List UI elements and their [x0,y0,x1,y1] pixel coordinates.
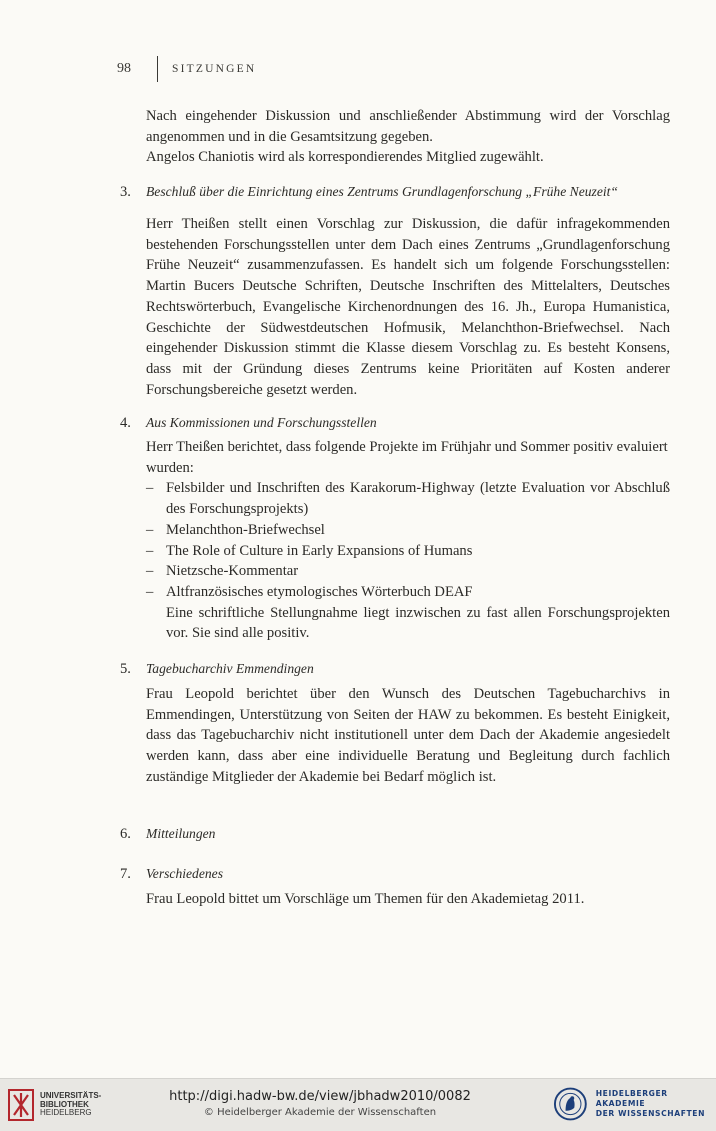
item-heading-5 [120,659,680,679]
list-item [146,582,670,644]
list-item [146,478,670,519]
item-paragraph: Frau Leopold berichtet über den Wunsch des Deutschen Tagebucharchivs in Emmendingen, Unterstützung von Seiten der HAW zu bekommen. Es besteht Einigkeit, dass das Tagebucharchiv nicht institutionell unter dem Dach der Akademie angesiedelt werden kann, dass aber eine individuelle Beratung und Begleitung durch fachlich zuständige Mitglieder der Akademie bei Bedarf möglich ist. [146,686,670,785]
copyright-text: © Heidelberger Akademie der Wissenschaften [203,1107,437,1118]
dash-marker: – [146,542,154,559]
project-list [146,478,670,644]
academy-name [596,1089,716,1119]
item-heading-6 [120,824,680,844]
item-paragraph: Herr Theißen stellt einen Vorschlag zur Diskussion, die dafür infragekommenden bestehenden Forschungsstellen unter dem Dach eines Zentrums „Grundlagenforschung Frühe Neuzeit“ zusammenzufassen. Es handelt sich um folgende Forschungsstellen: Martin Bucers Deutsche Schriften, Deutsche Inschriften des Mittelalters, Deutsches Rechtswörterbuch, Evangelische Kirchenordnungen des 16. Jh., Europa Humanistica, Geschichte der Südwestdeutschen Hofmusik, Melanchthon-Briefwechsel. Nach eingehender Diskussion stimmt die Klasse diesem Vorschlag zu. Es besteht Konsens, dass mit der Gründung dieses Zentrums keine Prioritäten auf Kosten anderer Forschungsbereiche gesetzt werden. [146,216,670,398]
item-number: 7. [120,866,131,882]
item-body-3 [146,214,670,400]
item-heading-4 [120,413,680,433]
item-number: 4. [120,415,131,431]
library-name-line: BIBLIOTHEK [40,1099,89,1109]
university-library-logo[interactable] [8,1089,101,1121]
dash-marker: – [146,563,154,580]
intro-paragraph: Nach eingehender Diskussion und anschließender Abstimmung wird der Vorschlag angenommen und in die Gesamtsitzung gegeben. [146,108,670,145]
item-paragraph: Herr Theißen berichtet, dass folgende Projekte im Frühjahr und Sommer positiv evaluiert wurden: [146,439,668,476]
library-name-line: UNIVERSITÄTS- [40,1091,102,1101]
dash-marker: – [146,521,154,538]
header-divider [157,56,158,82]
section-title: SITZUNGEN [172,63,257,75]
academy-seal-icon [553,1086,588,1122]
intro-paragraph: Angelos Chaniotis wird als korrespondierendes Mitglied zugewählt. [146,149,544,166]
dash-marker: – [146,480,154,497]
list-item [146,561,670,582]
item-number: 3. [120,184,131,200]
list-item-text: The Role of Culture in Early Expansions of Humans [166,542,473,559]
item-title: Tagebucharchiv Emmendingen [146,661,314,676]
item-heading-3 [120,182,680,202]
list-item-text: Nietzsche-Kommentar [166,563,299,580]
library-name [40,1092,101,1118]
item-title: Aus Kommissionen und Forschungsstellen [146,415,377,430]
list-item-text: Altfranzösisches etymologisches Wörterbuch DEAF [166,583,473,600]
item-paragraph: Frau Leopold bittet um Vorschläge um Themen für den Akademietag 2011. [146,891,585,907]
item-title: Verschiedenes [146,866,224,881]
item-title: Beschluß über die Einrichtung eines Zentrums Grundlagenforschung „Frühe Neuzeit“ [146,184,618,199]
item-number: 5. [120,661,131,677]
intro-block [146,106,670,168]
page-number: 98 [117,61,131,76]
item-body-5 [146,684,670,788]
library-emblem-icon [8,1089,34,1121]
list-item-text: Melanchthon-Briefwechsel [166,521,325,538]
list-item [146,541,670,562]
item-number: 6. [120,826,131,842]
list-item-text: Felsbilder und Inschriften des Karakorum-Highway (letzte Evaluation vor Abschluß des Forschungsprojekts) [166,480,670,518]
footer-info [160,1089,480,1118]
item-title: Mitteilungen [146,826,216,841]
academy-logo[interactable] [553,1086,716,1122]
item-heading-7 [120,864,680,884]
item-body-7 [146,889,670,910]
viewer-footer [0,1078,716,1131]
dash-marker: – [146,583,154,600]
academy-name-line: HEIDELBERGER AKADEMIE [595,1089,668,1108]
academy-name-line: DER WISSENSCHAFTEN [595,1109,706,1118]
item-body-4 [146,437,670,644]
permalink-url[interactable]: http://digi.hadw-bw.de/view/jbhadw2010/0082 [169,1089,471,1104]
running-head [117,58,256,80]
list-note: Eine schriftliche Stellungnahme liegt inzwischen zu fast allen Forschungsprojekten vor. Sie sind alle positiv. [166,604,670,642]
library-name-line: HEIDELBERG [40,1108,92,1118]
list-item [146,520,670,541]
